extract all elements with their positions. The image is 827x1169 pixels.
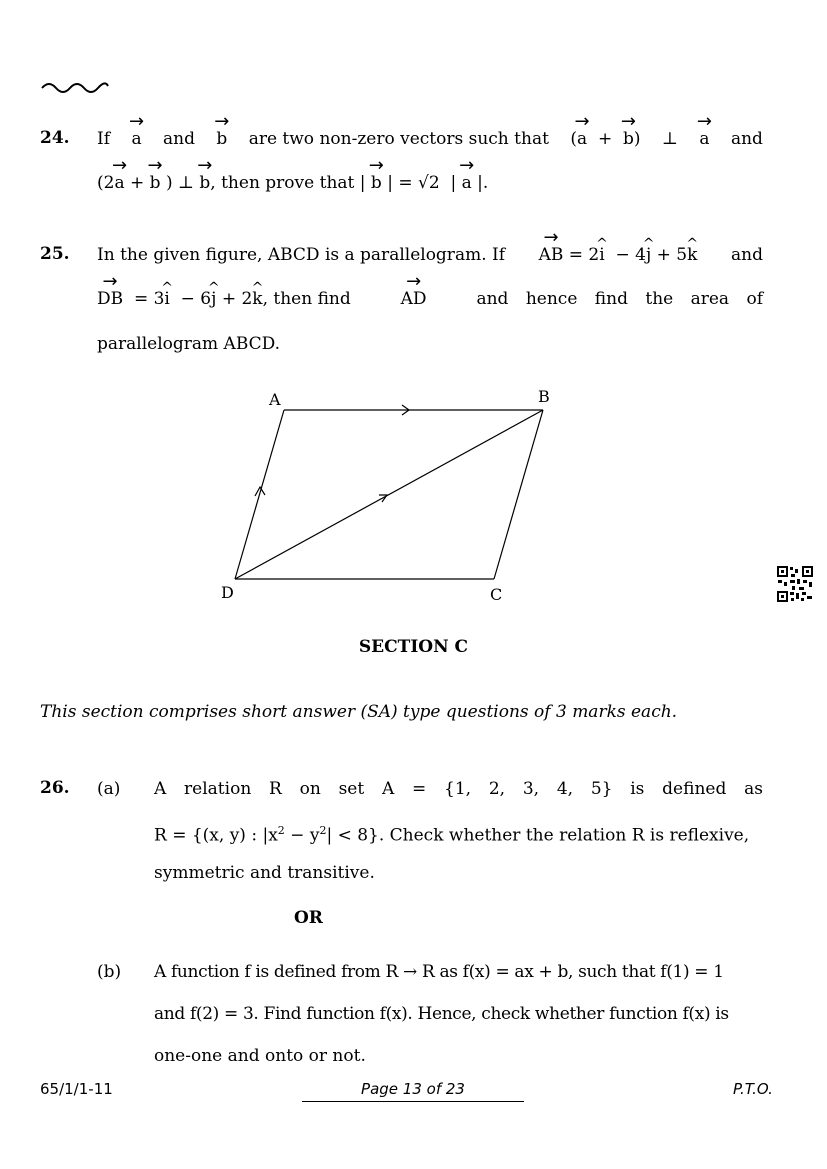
q25-line-1: In the given figure, ABCD is a parallelogram. If → AB = 2^ i − 4^ j + 5^ k and xyxy=(97,244,763,266)
paper-code: 65/1/1-11 xyxy=(40,1080,113,1098)
q26b-line-1: A function f is defined from R → R as f(x) = ax + b, such that f(1) = 1 xyxy=(154,962,724,982)
q26b-line-2: and f(2) = 3. Find function f(x). Hence, check whether function f(x) is xyxy=(154,1004,729,1024)
vertex-label-A: A xyxy=(269,390,281,409)
vertex-label-C: C xyxy=(490,585,503,604)
section-title: SECTION C xyxy=(358,637,469,657)
part-b-label: (b) xyxy=(97,962,122,982)
diagonal-DB xyxy=(235,410,543,579)
q25-line-3: parallelogram ABCD. xyxy=(97,334,281,354)
q26a-line-1: A relation R on set A = {1, 2, 3, 4, 5} is defined as xyxy=(154,779,763,799)
q26a-line-2: R = {(x, y) : $|x^2 - y^2| < 8$}. Check whether the relation R is reflexive, xyxy=(154,824,750,846)
q24-line-2: (2→ a + → b ) ⊥ → b, then prove that | → b | = √2 | → a |. xyxy=(97,172,488,194)
side-DA xyxy=(235,410,284,579)
footer-underline xyxy=(302,1101,524,1102)
arrow-DB-icon xyxy=(379,495,387,502)
section-note: This section comprises short answer (SA) type questions of 3 marks each. xyxy=(40,702,678,722)
question-number: 24. xyxy=(40,128,70,148)
q24-line-1: If → a and → b are two non-zero vectors such that (→ a + → b) ⊥ → a and xyxy=(97,128,763,150)
or-separator: OR xyxy=(294,908,323,928)
parallelogram-figure xyxy=(210,385,570,605)
vertex-label-B: B xyxy=(538,387,550,406)
page-number: Page 13 of 23 xyxy=(361,1080,465,1098)
question-number: 26. xyxy=(40,778,70,798)
question-number: 25. xyxy=(40,244,70,264)
q26a-line-3: symmetric and transitive. xyxy=(154,863,375,883)
q25-line-2: → DB = 3^ i − 6^ j + 2^ k, then find → AD and hence find the area of xyxy=(97,288,763,310)
wavy-mark-icon xyxy=(40,78,110,96)
part-a-label: (a) xyxy=(97,779,121,799)
vertex-label-D: D xyxy=(221,583,234,602)
q26b-line-3: one-one and onto or not. xyxy=(154,1046,366,1066)
side-BC xyxy=(494,410,543,579)
pto-label: P.T.O. xyxy=(733,1080,773,1098)
qr-code-icon xyxy=(776,565,814,603)
